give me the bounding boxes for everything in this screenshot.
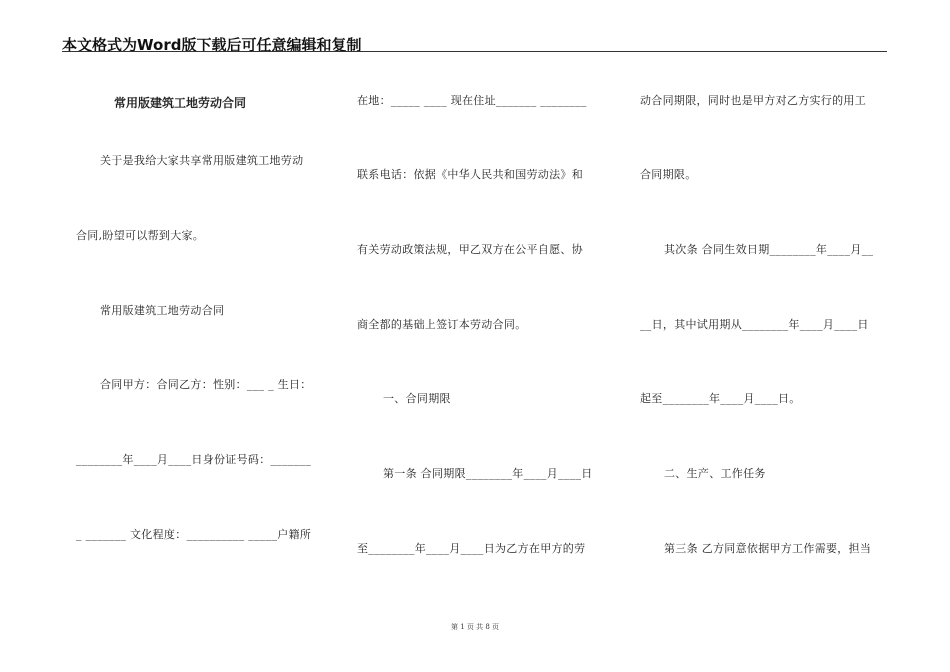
paragraph-line: 有关劳动政策法规，甲乙双方在公平自愿、协 [357,243,583,256]
text-column-2 [357,0,607,672]
paragraph-line: 其次条 合同生效日期________年____月__ [664,243,874,256]
header-title: 本文格式为Word版下载后可任意编辑和复制 [62,36,362,54]
paragraph-line: 第三条 乙方同意依据甲方工作需要，担当 [664,542,872,555]
text-column-1 [70,0,328,672]
paragraph-line: 第一条 合同期限________年____月____日 [383,467,593,480]
paragraph-line: 联系电话：依据《中华人民共和国劳动法》和 [357,168,583,181]
page-number: 第 1 页 共 8 页 [450,623,500,631]
paragraph-line: 起至________年____月____日。 [640,392,801,405]
document-title: 常用版建筑工地劳动合同 [114,96,247,110]
paragraph-line: 合同甲方：合同乙方：性别：___ _ 生日： [100,378,312,391]
paragraph-line: 动合同期限，同时也是甲方对乙方实行的用工 [640,94,866,107]
section-heading: 一、合同期限 [383,392,451,405]
section-heading: 二、生产、工作任务 [664,467,766,480]
paragraph-line: 合同期限。 [640,168,697,181]
paragraph-line: 合同,盼望可以帮到大家。 [76,229,205,242]
paragraph-line: _ _______ 文化程度：__________ _____户籍所 [76,528,312,541]
paragraph-line: 商全都的基础上签订本劳动合同。 [357,318,527,331]
paragraph-line: 至________年____月____日为乙方在甲方的劳 [357,542,586,555]
paragraph-line: 在地：_____ ____ 现在住址_______ ________ [357,94,587,107]
paragraph-line: __日，其中试用期从________年____月____日 [640,318,869,331]
paragraph-line: 关于是我给大家共享常用版建筑工地劳动 [100,154,304,167]
text-column-3 [640,0,890,672]
paragraph-line: ________年____月____日身份证号码：_______ [76,453,312,466]
paragraph-line: 常用版建筑工地劳动合同 [100,304,225,317]
